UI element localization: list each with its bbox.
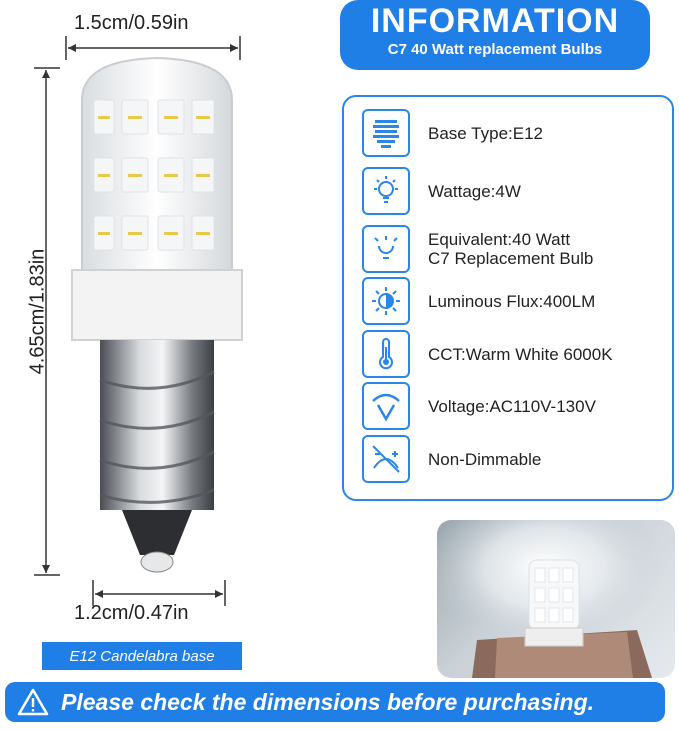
led-bulb-illustration xyxy=(62,40,252,580)
spec-voltage-text: Voltage:AC110V-130V xyxy=(428,396,596,416)
information-banner xyxy=(340,0,650,70)
height-dimension-label: 4.65cm/1.83in xyxy=(26,248,49,375)
spec-row-wattage xyxy=(362,167,672,215)
base-width-dimension-label: 1.2cm/0.47in xyxy=(74,602,189,624)
spec-base-type-text: Base Type:E12 xyxy=(428,123,543,143)
product-photo xyxy=(437,520,675,678)
information-subtitle: C7 40 Watt replacement Bulbs xyxy=(387,41,603,58)
spec-non-dimmable-text: Non-Dimmable xyxy=(428,449,542,469)
spec-equivalent-subtext: C7 Replacement Bulb xyxy=(428,249,594,268)
spec-wattage-text: Wattage:4W xyxy=(428,181,521,201)
warning-icon xyxy=(17,687,49,717)
bulb-base-icon xyxy=(362,109,410,157)
spec-row-cct xyxy=(362,330,672,378)
spec-row-non-dimmable xyxy=(362,435,672,483)
warning-text: Please check the dimensions before purchasing. xyxy=(61,688,595,715)
spec-equivalent-text: Equivalent:40 Watt xyxy=(428,230,571,249)
light-bulb-icon xyxy=(362,167,410,215)
voltage-icon xyxy=(362,382,410,430)
width-dimension-label: 1.5cm/0.59in xyxy=(74,12,189,34)
warning-bar xyxy=(5,682,665,722)
spec-row-equivalent xyxy=(362,225,672,273)
thermometer-icon xyxy=(362,330,410,378)
equivalent-bulb-icon xyxy=(362,225,410,273)
spec-cct-text: CCT:Warm White 6000K xyxy=(428,344,613,364)
sun-icon xyxy=(362,277,410,325)
specifications-panel xyxy=(342,95,674,501)
base-type-tag: E12 Candelabra base xyxy=(42,642,242,670)
spec-row-luminous-flux xyxy=(362,277,672,325)
spec-row-base-type xyxy=(362,109,672,157)
spec-luminous-flux-text: Luminous Flux:400LM xyxy=(428,291,596,311)
spec-row-voltage xyxy=(362,382,672,430)
non-dimmable-icon xyxy=(362,435,410,483)
information-title: INFORMATION xyxy=(370,2,620,40)
